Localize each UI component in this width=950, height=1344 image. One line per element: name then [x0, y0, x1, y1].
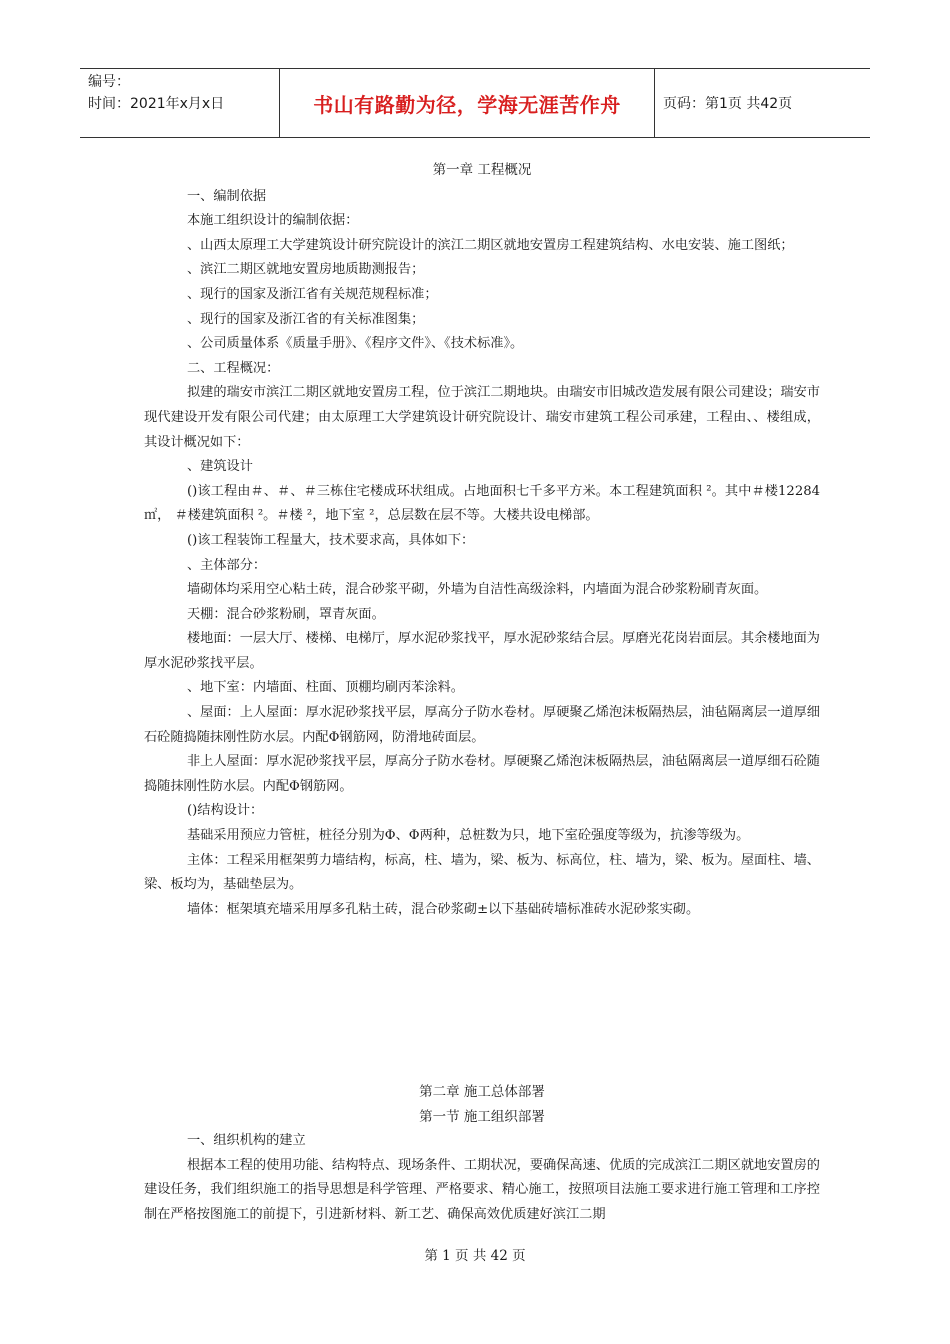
number-label: 编号： [88, 74, 130, 90]
paragraph: 、主体部分： [187, 557, 267, 573]
paragraph: 本施工组织设计的编制依据： [187, 213, 359, 229]
paragraph: 、现行的国家及浙江省有关规范规程标准； [187, 286, 438, 302]
paragraph: 、屋面：上人屋面：厚水泥砂浆找平层，厚高分子防水卷材。厚硬聚乙烯泡沫板隔热层，油毡隔离层一道厚细石砼随捣随抹刚性防水层。内配Φ钢筋网，防滑地砖面层。 [144, 705, 820, 745]
paragraph: ()该工程由＃、＃、＃三栋住宅楼成环状组成。占地面积七千多平方米。本工程建筑面积 ²。其中＃楼12284㎡， ＃楼建筑面积 ²。＃楼 ²，地下室 ²，总层数在层不等。大楼共设电梯部。 [144, 483, 820, 524]
paragraph: 、地下室：内墙面、柱面、顶棚均刷丙苯涂料。 [187, 680, 464, 696]
date-label: 时间：2021年x月x日 [88, 96, 225, 112]
document-header [80, 68, 870, 138]
paragraph: 二、工程概况： [187, 360, 280, 376]
chapter-1 [144, 158, 820, 922]
chapter-1-title: 第一章 工程概况 [432, 162, 532, 178]
paragraph: 一、组织机构的建立 [187, 1133, 306, 1149]
page-footer: 第 1 页 共 42 页 [424, 1248, 526, 1264]
header-meta [80, 69, 280, 137]
paragraph: 楼地面：一层大厅、楼梯、电梯厅，厚水泥砂浆找平，厚水泥砂浆结合层。厚磨光花岗岩面层。其余楼地面为厚水泥砂浆找平层。 [144, 631, 820, 671]
paragraph: 墙体：框架填充墙采用厚多孔粘土砖，混合砂浆砌±以下基础砖墙标准砖水泥砂浆实砌。 [187, 901, 700, 917]
chapter-2-title: 第二章 施工总体部署 [419, 1084, 545, 1100]
paragraph: 非上人屋面：厚水泥砂浆找平层，厚高分子防水卷材。厚硬聚乙烯泡沫板隔热层，油毡隔离层一道厚细石砼随捣随抹刚性防水层。内配Φ钢筋网。 [144, 754, 820, 794]
paragraph: ()结构设计： [187, 803, 264, 819]
paragraph: 根据本工程的使用功能、结构特点、现场条件、工期状况，要确保高速、优质的完成滨江二期区就地安置房的建设任务，我们组织施工的指导思想是科学管理、严格要求、精心施工，按照项目法施工要求进行施工管理和工序控制在严格按图施工的前提下，引进新材料、新工艺、确保高效优质建好滨江二期 [144, 1157, 820, 1222]
section-title: 第一节 施工组织部署 [419, 1108, 545, 1125]
chapter-2 [144, 1080, 820, 1228]
page-info: 页码：第1页 共42页 [663, 96, 793, 112]
paragraph: 墙砌体均采用空心粘土砖，混合砂浆平砌，外墙为自洁性高级涂料，内墙面为混合砂浆粉刷青灰面。 [187, 582, 768, 598]
paragraph: 天棚：混合砂浆粉刷，罩青灰面。 [187, 606, 385, 622]
paragraph: ()该工程装饰工程量大，技术要求高，具体如下： [187, 532, 475, 548]
paragraph: 、建筑设计 [187, 459, 253, 475]
paragraph: 一、编制依据 [187, 188, 267, 204]
paragraph: 、现行的国家及浙江省的有关标准图集； [187, 311, 425, 327]
paragraph: 基础采用预应力管桩，桩径分别为Φ、Φ两种，总桩数为只，地下室砼强度等级为，抗渗等级为。 [187, 828, 750, 844]
paragraph: 拟建的瑞安市滨江二期区就地安置房工程，位于滨江二期地块。由瑞安市旧城改造发展有限公司建设；瑞安市现代建设开发有限公司代建；由太原理工大学建筑设计研究院设计、瑞安市建筑工程公司承建，工程由、、楼组成，其设计概况如下： [144, 385, 820, 450]
motto: 书山有路勤为径，学海无涯苦作舟 [280, 69, 655, 137]
paragraph: 主体：工程采用框架剪力墙结构，标高，柱、墙为，梁、板为、标高位，柱、墙为，梁、板为。屋面柱、墙、梁、板均为，基础垫层为。 [144, 852, 820, 893]
paragraph: 、滨江二期区就地安置房地质勘测报告； [187, 262, 425, 278]
paragraph: 、山西太原理工大学建筑设计研究院设计的滨江二期区就地安置房工程建筑结构、水电安装、施工图纸； [187, 237, 794, 253]
paragraph: 、公司质量体系《质量手册》、《程序文件》、《技术标准》。 [187, 336, 524, 352]
